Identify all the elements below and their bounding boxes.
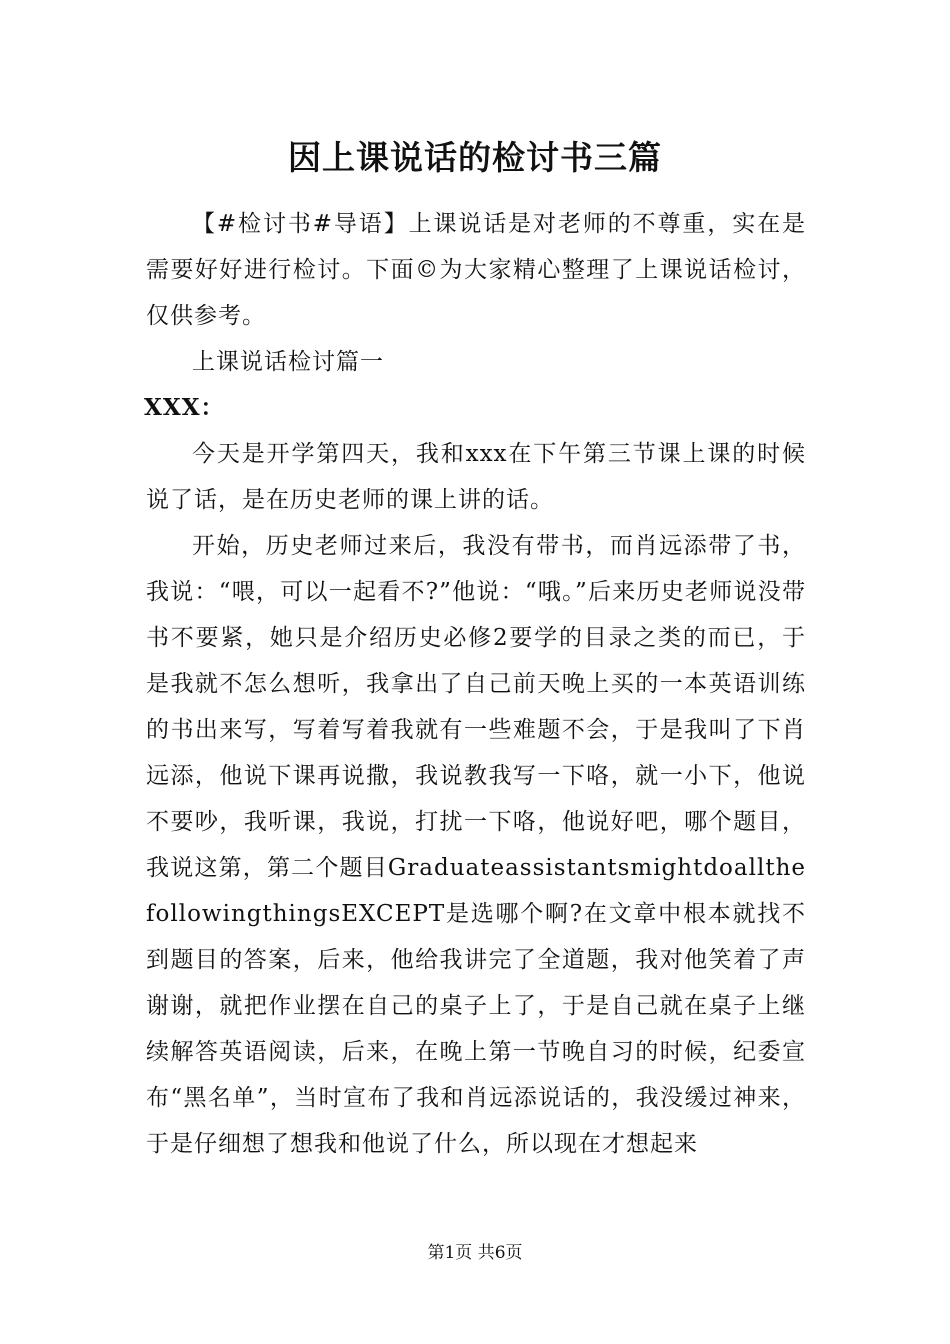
salutation: XXX： bbox=[144, 394, 225, 421]
document-body bbox=[146, 201, 806, 1167]
body-paragraph-1: 今天是开学第四天，我和xxx在下午第三节课上课的时候说了话，是在历史老师的课上讲的话。 bbox=[146, 441, 806, 513]
page-footer: 第1页 共6页 bbox=[427, 1243, 523, 1263]
intro-paragraph: 【#检讨书#导语】上课说话是对老师的不尊重，实在是需要好好进行检讨。下面©为大家精心整理了上课说话检讨，仅供参考。 bbox=[146, 211, 806, 329]
body-paragraph-2: 开始，历史老师过来后，我没有带书，而肖远添带了书，我说：“喂，可以一起看不?”他说：“哦。”后来历史老师说没带书不要紧，她只是介绍历史必修2要学的目录之类的而已，于是我就不怎么想听，我拿出了自己前天晚上买的一本英语训练的书出来写，写着写着我就有一些难题不会，于是我叫了下肖远添，他说下课再说撒，我说教我写一下咯，就一小下，他说不要吵，我听课，我说，打扰一下咯，他说好吧，哪个题目，我说这第，第二个题目GraduateassistantsmightdoallthefollowingthingsEXCEPT是选哪个啊?在文章中根本就找不到题目的答案，后来，他给我讲完了全道题，我对他笑着了声谢谢，就把作业摆在自己的桌子上了，于是自己就在桌子上继续解答英语阅读，后来，在晚上第一节晚自习的时候，纪委宣布“黑名单”，当时宣布了我和肖远添说话的，我没缓过神来，于是仔细想了想我和他说了什么，所以现在才想起来 bbox=[146, 533, 806, 1157]
section-heading: 上课说话检讨篇一 bbox=[192, 349, 384, 375]
document-title: 因上课说话的检讨书三篇 bbox=[288, 138, 662, 177]
